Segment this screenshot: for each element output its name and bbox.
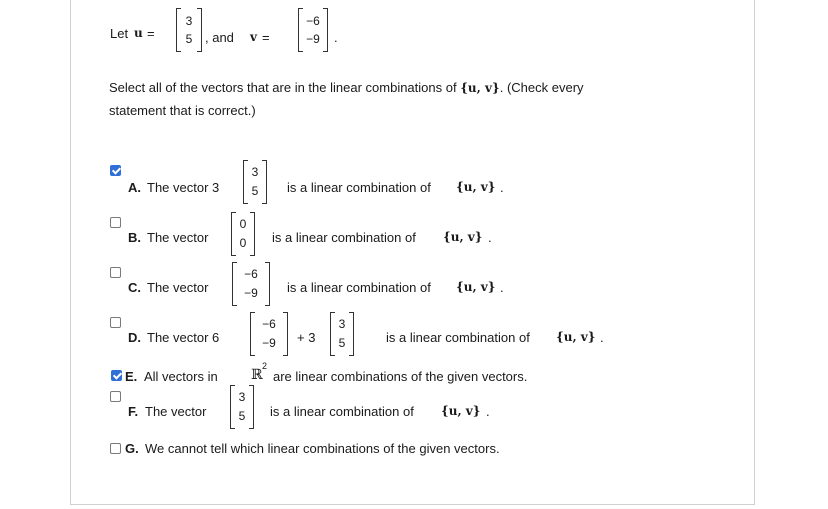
prompt-suffix: . (Check every bbox=[499, 80, 584, 95]
option-b-entry-1: 0 bbox=[239, 217, 247, 231]
option-c-text: The vector bbox=[147, 280, 209, 295]
option-b-vector bbox=[231, 212, 255, 256]
prompt-line-1 bbox=[109, 80, 584, 95]
option-g-text: We cannot tell which linear combinations of the given vectors. bbox=[145, 441, 500, 456]
option-c-entry-2: −9 bbox=[244, 286, 258, 300]
option-f-vector bbox=[230, 385, 254, 429]
option-c-letter: C. bbox=[128, 280, 141, 295]
v-equals: = bbox=[262, 30, 270, 45]
option-a-letter: A. bbox=[128, 180, 141, 195]
option-d-v2-entry-2: 5 bbox=[338, 336, 346, 350]
option-d-v2-entry-1: 3 bbox=[338, 317, 346, 331]
option-a-entry-2: 5 bbox=[251, 184, 259, 198]
prompt-set: {u, v} bbox=[460, 81, 500, 95]
option-f-entry-1: 3 bbox=[238, 390, 246, 404]
option-b-letter: B. bbox=[128, 230, 141, 245]
option-d-set: {u, v} bbox=[556, 330, 596, 344]
let-label: Let bbox=[110, 26, 129, 41]
option-d-vector-1 bbox=[250, 312, 288, 356]
option-f-entry-2: 5 bbox=[238, 409, 246, 423]
option-b-entry-2: 0 bbox=[239, 236, 247, 250]
option-d-text: The vector 6 bbox=[147, 330, 220, 345]
option-c-entry-1: −6 bbox=[244, 267, 258, 281]
v-vector bbox=[298, 8, 328, 52]
option-b-end: . bbox=[488, 230, 492, 245]
option-c-post: is a linear combination of bbox=[287, 280, 431, 295]
option-b-text: The vector bbox=[147, 230, 209, 245]
option-b-checkbox[interactable] bbox=[110, 217, 121, 228]
option-a-set: {u, v} bbox=[456, 180, 496, 194]
v-entry-2: −9 bbox=[306, 32, 320, 46]
option-e-checkbox[interactable] bbox=[111, 370, 122, 381]
u-equals: = bbox=[147, 26, 155, 41]
option-e-text: All vectors in bbox=[144, 369, 218, 384]
option-a-text: The vector 3 bbox=[147, 180, 220, 195]
option-a-checkbox[interactable] bbox=[110, 165, 121, 176]
option-f-text: The vector bbox=[145, 404, 207, 419]
u-entry-1: 3 bbox=[185, 14, 193, 28]
option-e-exponent: 2 bbox=[262, 361, 268, 371]
option-d-v1-entry-2: −9 bbox=[262, 336, 276, 350]
option-d-v1-entry-1: −6 bbox=[262, 317, 276, 331]
option-g-checkbox[interactable] bbox=[110, 443, 121, 454]
option-f-end: . bbox=[486, 404, 490, 419]
option-d-checkbox[interactable] bbox=[110, 317, 121, 328]
option-d-letter: D. bbox=[128, 330, 141, 345]
option-f-post: is a linear combination of bbox=[270, 404, 414, 419]
u-symbol: u bbox=[134, 26, 143, 40]
option-d-end: . bbox=[600, 330, 604, 345]
option-f-letter: F. bbox=[128, 404, 139, 419]
v-symbol: v bbox=[250, 30, 257, 44]
option-d-post: is a linear combination of bbox=[386, 330, 530, 345]
and-label: , and bbox=[205, 30, 234, 45]
option-a-end: . bbox=[500, 180, 504, 195]
header-period: . bbox=[334, 30, 338, 45]
option-e-post: are linear combinations of the given vectors. bbox=[273, 369, 528, 384]
option-d-vector-2 bbox=[330, 312, 354, 356]
option-b-post: is a linear combination of bbox=[272, 230, 416, 245]
question-panel bbox=[70, 0, 755, 505]
option-e-space: ℝ bbox=[251, 367, 263, 383]
option-d-plus: + 3 bbox=[297, 330, 316, 345]
option-g-letter: G. bbox=[125, 441, 139, 456]
option-a-entry-1: 3 bbox=[251, 165, 259, 179]
option-c-checkbox[interactable] bbox=[110, 267, 121, 278]
option-f-set: {u, v} bbox=[441, 404, 481, 418]
v-entry-1: −6 bbox=[306, 14, 320, 28]
option-c-vector bbox=[232, 262, 270, 306]
option-a-vector bbox=[243, 160, 267, 204]
u-entry-2: 5 bbox=[185, 32, 193, 46]
option-a-post: is a linear combination of bbox=[287, 180, 431, 195]
option-f-checkbox[interactable] bbox=[110, 391, 121, 402]
option-b-set: {u, v} bbox=[443, 230, 483, 244]
u-vector bbox=[176, 8, 202, 52]
option-c-end: . bbox=[500, 280, 504, 295]
option-e-letter: E. bbox=[125, 369, 138, 384]
option-c-set: {u, v} bbox=[456, 280, 496, 294]
prompt-text: Select all of the vectors that are in the linear combinations of bbox=[109, 80, 457, 95]
prompt-line-2: statement that is correct.) bbox=[109, 103, 256, 118]
